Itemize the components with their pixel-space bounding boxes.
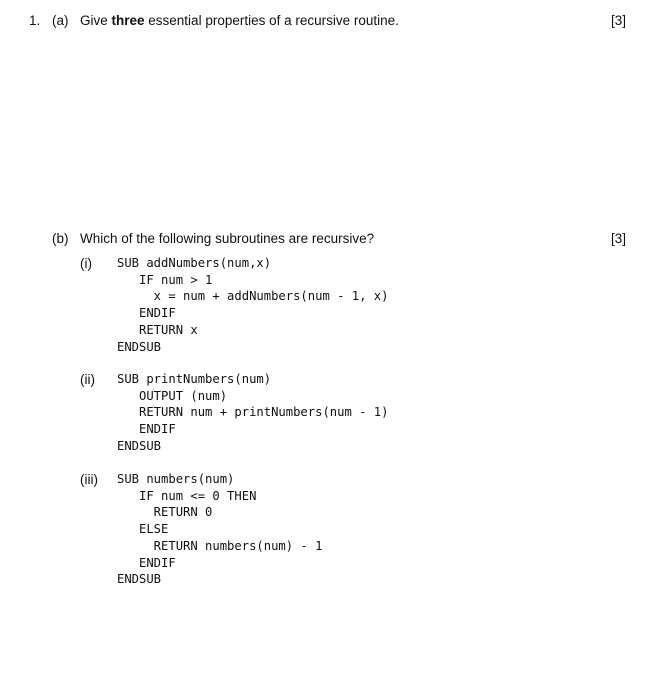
code-line: RETURN 0 (117, 505, 213, 520)
subpart-iii-code (117, 471, 322, 588)
part-a-question (80, 13, 399, 29)
code-line: x = num + addNumbers(num - 1, x) (117, 289, 389, 304)
code-line: RETURN numbers(num) - 1 (117, 538, 323, 553)
part-a-marks: [3] (611, 13, 627, 28)
code-line: SUB addNumbers(num,x) (117, 256, 272, 270)
code-line: RETURN num + printNumbers(num - 1) (117, 405, 389, 420)
code-line: ENDIF (117, 422, 176, 437)
subpart-ii-code (117, 371, 389, 455)
code-line: ENDSUB (117, 339, 162, 354)
code-line: SUB printNumbers(num) (117, 372, 272, 386)
code-line: OUTPUT (num) (117, 388, 228, 403)
code-line: ENDSUB (117, 438, 162, 453)
subpart-i-label: (i) (80, 256, 92, 271)
part-a-text-after: essential properties of a recursive routine. (144, 13, 399, 28)
code-line: IF num > 1 (117, 272, 213, 287)
code-line: RETURN x (117, 322, 198, 337)
part-a-text-before: Give (80, 13, 112, 28)
code-line: ENDIF (117, 555, 176, 570)
question-number: 1. (29, 13, 41, 28)
subpart-iii-label: (iii) (80, 472, 98, 487)
part-a-text-bold: three (111, 13, 145, 28)
part-b-label: (b) (52, 231, 69, 246)
code-line: SUB numbers(num) (117, 472, 235, 486)
code-line: ENDIF (117, 306, 176, 321)
subpart-i-code (117, 255, 389, 355)
code-line: IF num <= 0 THEN (117, 488, 257, 503)
part-b-question: Which of the following subroutines are recursive? (80, 231, 375, 246)
code-line: ELSE (117, 522, 169, 537)
part-a-label: (a) (52, 13, 69, 28)
code-line: ENDSUB (117, 572, 162, 587)
subpart-ii-label: (ii) (80, 372, 95, 387)
part-b-marks: [3] (611, 231, 627, 246)
